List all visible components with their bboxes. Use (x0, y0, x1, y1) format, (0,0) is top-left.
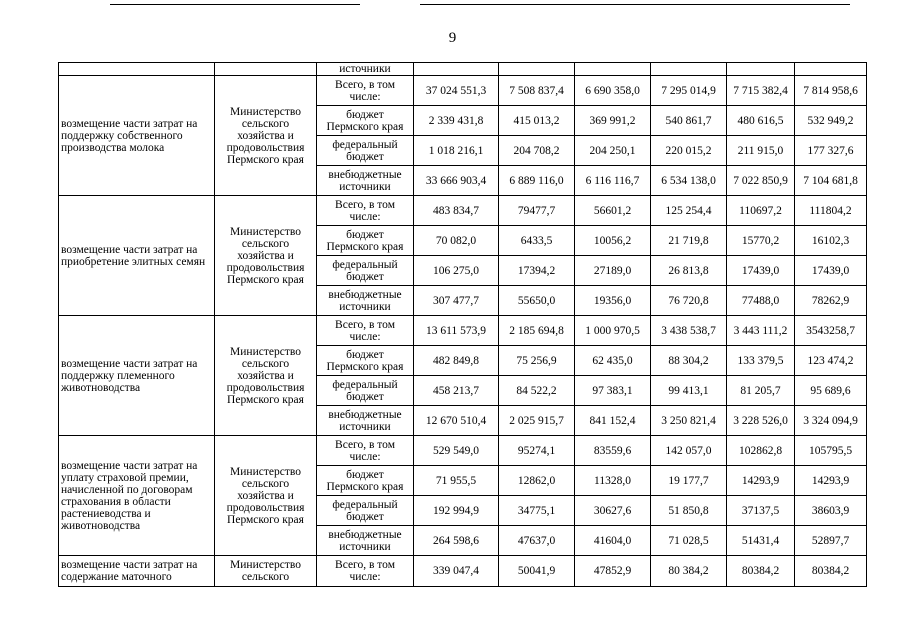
value-cell: 17394,2 (499, 256, 575, 286)
value-cell: 6 690 358,0 (575, 76, 651, 106)
value-cell: 7 508 837,4 (499, 76, 575, 106)
table-row (59, 76, 867, 106)
value-cell: 52897,7 (795, 526, 867, 556)
source-cell: бюджет Пермского края (317, 106, 414, 136)
value-cell: 83559,6 (575, 436, 651, 466)
value-cell (727, 63, 795, 76)
source-cell: бюджет Пермского края (317, 346, 414, 376)
value-cell: 41604,0 (575, 526, 651, 556)
value-cell: 7 022 850,9 (727, 166, 795, 196)
value-cell: 14293,9 (795, 466, 867, 496)
value-cell: 34775,1 (499, 496, 575, 526)
value-cell: 37 024 551,3 (414, 76, 499, 106)
value-cell: 80 384,2 (651, 556, 727, 587)
value-cell: 2 185 694,8 (499, 316, 575, 346)
value-cell (795, 63, 867, 76)
ministry-cell: Министерство сельского хозяйства и продовольствия Пермского края (215, 196, 317, 316)
measure-cell: возмещение части затрат на уплату страховой премии, начисленной по договорам страхования в области растениеводства и животноводства (59, 436, 215, 556)
value-cell: 14293,9 (727, 466, 795, 496)
source-cell: внебюджетные источники (317, 406, 414, 436)
source-cell: Всего, в том числе: (317, 556, 414, 587)
value-cell: 7 715 382,4 (727, 76, 795, 106)
value-cell: 10056,2 (575, 226, 651, 256)
value-cell: 3 250 821,4 (651, 406, 727, 436)
value-cell: 133 379,5 (727, 346, 795, 376)
table-row (59, 196, 867, 226)
value-cell: 3543258,7 (795, 316, 867, 346)
value-cell: 80384,2 (795, 556, 867, 587)
value-cell: 841 152,4 (575, 406, 651, 436)
value-cell: 540 861,7 (651, 106, 727, 136)
value-cell: 458 213,7 (414, 376, 499, 406)
value-cell: 17439,0 (795, 256, 867, 286)
value-cell: 99 413,1 (651, 376, 727, 406)
value-cell: 75 256,9 (499, 346, 575, 376)
source-cell: бюджет Пермского края (317, 226, 414, 256)
value-cell: 17439,0 (727, 256, 795, 286)
value-cell: 95274,1 (499, 436, 575, 466)
value-cell: 6 116 116,7 (575, 166, 651, 196)
source-cell: бюджет Пермского края (317, 466, 414, 496)
value-cell: 47852,9 (575, 556, 651, 587)
value-cell: 38603,9 (795, 496, 867, 526)
value-cell: 21 719,8 (651, 226, 727, 256)
measure-cell: возмещение части затрат на поддержку племенного животноводства (59, 316, 215, 436)
value-cell: 97 383,1 (575, 376, 651, 406)
source-cell: федеральный бюджет (317, 136, 414, 166)
value-cell: 71 028,5 (651, 526, 727, 556)
value-cell: 2 025 915,7 (499, 406, 575, 436)
value-cell (499, 63, 575, 76)
source-cell: внебюджетные источники (317, 166, 414, 196)
value-cell: 12 670 510,4 (414, 406, 499, 436)
value-cell: 11328,0 (575, 466, 651, 496)
source-cell: Всего, в том числе: (317, 76, 414, 106)
value-cell: 62 435,0 (575, 346, 651, 376)
value-cell: 307 477,7 (414, 286, 499, 316)
value-cell: 177 327,6 (795, 136, 867, 166)
value-cell: 6 534 138,0 (651, 166, 727, 196)
measure-cell: возмещение части затрат на приобретение элитных семян (59, 196, 215, 316)
table-row (59, 316, 867, 346)
source-cell: источники (317, 63, 414, 76)
ministry-cell (215, 63, 317, 76)
measure-cell (59, 63, 215, 76)
value-cell: 192 994,9 (414, 496, 499, 526)
value-cell: 27189,0 (575, 256, 651, 286)
value-cell (575, 63, 651, 76)
value-cell: 1 018 216,1 (414, 136, 499, 166)
value-cell: 123 474,2 (795, 346, 867, 376)
ministry-cell: Министерство сельского хозяйства и продовольствия Пермского края (215, 316, 317, 436)
value-cell: 76 720,8 (651, 286, 727, 316)
value-cell: 71 955,5 (414, 466, 499, 496)
source-cell: внебюджетные источники (317, 286, 414, 316)
value-cell: 16102,3 (795, 226, 867, 256)
page-number: 9 (448, 30, 457, 46)
source-cell: федеральный бюджет (317, 376, 414, 406)
value-cell: 7 295 014,9 (651, 76, 727, 106)
value-cell: 19356,0 (575, 286, 651, 316)
budget-table (58, 62, 867, 587)
value-cell: 12862,0 (499, 466, 575, 496)
value-cell: 19 177,7 (651, 466, 727, 496)
value-cell: 26 813,8 (651, 256, 727, 286)
ministry-cell: Министерство сельского хозяйства и продовольствия Пермского края (215, 436, 317, 556)
value-cell: 50041,9 (499, 556, 575, 587)
value-cell: 6433,5 (499, 226, 575, 256)
source-cell: федеральный бюджет (317, 496, 414, 526)
value-cell: 483 834,7 (414, 196, 499, 226)
value-cell: 84 522,2 (499, 376, 575, 406)
value-cell: 204 708,2 (499, 136, 575, 166)
value-cell: 3 443 111,2 (727, 316, 795, 346)
value-cell: 7 814 958,6 (795, 76, 867, 106)
top-rule-right (420, 4, 850, 5)
source-cell: Всего, в том числе: (317, 436, 414, 466)
value-cell: 125 254,4 (651, 196, 727, 226)
value-cell: 55650,0 (499, 286, 575, 316)
source-cell: Всего, в том числе: (317, 196, 414, 226)
value-cell: 480 616,5 (727, 106, 795, 136)
ministry-cell: Министерство сельского (215, 556, 317, 587)
value-cell (651, 63, 727, 76)
value-cell: 204 250,1 (575, 136, 651, 166)
value-cell: 105795,5 (795, 436, 867, 466)
value-cell: 111804,2 (795, 196, 867, 226)
value-cell: 15770,2 (727, 226, 795, 256)
value-cell: 482 849,8 (414, 346, 499, 376)
measure-cell: возмещение части затрат на поддержку собственного производства молока (59, 76, 215, 196)
measure-cell: возмещение части затрат на содержание маточного (59, 556, 215, 587)
source-cell: Всего, в том числе: (317, 316, 414, 346)
value-cell: 88 304,2 (651, 346, 727, 376)
source-cell: федеральный бюджет (317, 256, 414, 286)
value-cell: 211 915,0 (727, 136, 795, 166)
value-cell: 51 850,8 (651, 496, 727, 526)
value-cell: 81 205,7 (727, 376, 795, 406)
value-cell (414, 63, 499, 76)
value-cell: 264 598,6 (414, 526, 499, 556)
value-cell: 47637,0 (499, 526, 575, 556)
table-row (59, 63, 867, 76)
value-cell: 339 047,4 (414, 556, 499, 587)
value-cell: 415 013,2 (499, 106, 575, 136)
value-cell: 80384,2 (727, 556, 795, 587)
value-cell: 2 339 431,8 (414, 106, 499, 136)
value-cell: 102862,8 (727, 436, 795, 466)
value-cell: 7 104 681,8 (795, 166, 867, 196)
ministry-cell: Министерство сельского хозяйства и продовольствия Пермского края (215, 76, 317, 196)
value-cell: 6 889 116,0 (499, 166, 575, 196)
value-cell: 78262,9 (795, 286, 867, 316)
value-cell: 220 015,2 (651, 136, 727, 166)
top-rule-left (110, 4, 360, 5)
value-cell: 30627,6 (575, 496, 651, 526)
value-cell: 77488,0 (727, 286, 795, 316)
value-cell: 529 549,0 (414, 436, 499, 466)
value-cell: 79477,7 (499, 196, 575, 226)
value-cell: 51431,4 (727, 526, 795, 556)
value-cell: 110697,2 (727, 196, 795, 226)
value-cell: 1 000 970,5 (575, 316, 651, 346)
value-cell: 13 611 573,9 (414, 316, 499, 346)
value-cell: 106 275,0 (414, 256, 499, 286)
value-cell: 532 949,2 (795, 106, 867, 136)
value-cell: 3 324 094,9 (795, 406, 867, 436)
table-row (59, 556, 867, 587)
table-row (59, 436, 867, 466)
value-cell: 33 666 903,4 (414, 166, 499, 196)
value-cell: 142 057,0 (651, 436, 727, 466)
value-cell: 369 991,2 (575, 106, 651, 136)
source-cell: внебюджетные источники (317, 526, 414, 556)
value-cell: 70 082,0 (414, 226, 499, 256)
value-cell: 3 438 538,7 (651, 316, 727, 346)
value-cell: 37137,5 (727, 496, 795, 526)
value-cell: 3 228 526,0 (727, 406, 795, 436)
value-cell: 56601,2 (575, 196, 651, 226)
value-cell: 95 689,6 (795, 376, 867, 406)
